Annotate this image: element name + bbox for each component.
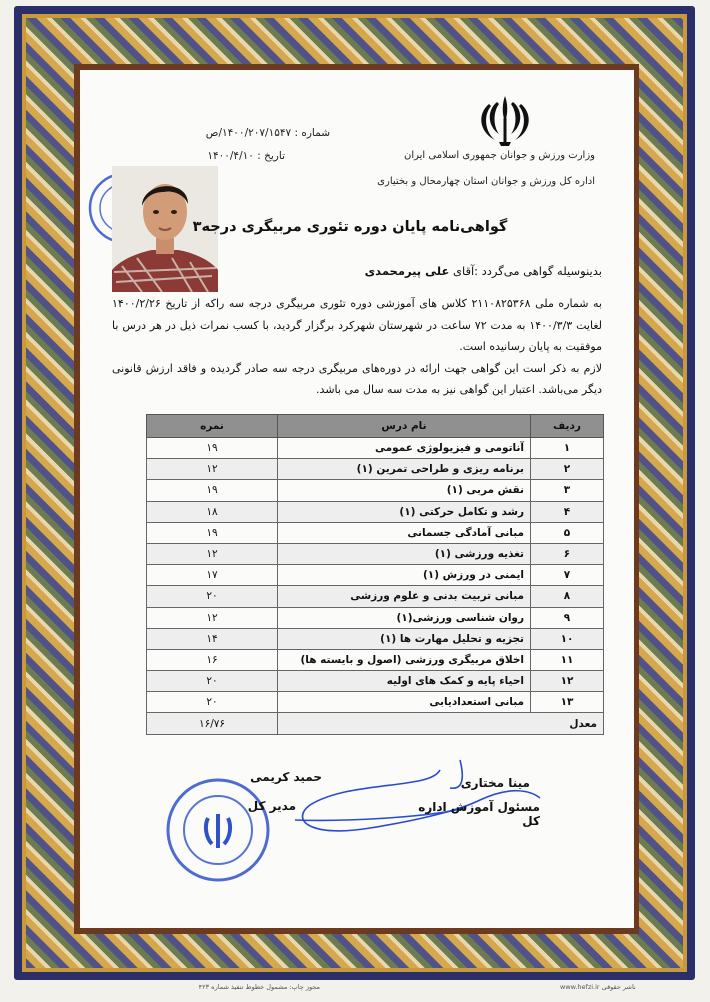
body-paragraph-2: لازم به ذکر است این گواهی جهت ارائه در دوره‌های مربیگری درجه سه صادر گردیده و فاقد ارزش قانونی دیگر می‌باشد. اعتبار این گواهی نیز به مدت سه سال می باشد. [112,361,602,396]
course-name: ایمنی در ورزش (۱) [278,565,531,586]
print-license-note: مجوز چاپ: مشمول خطوط تنفیذ شماره ۴۲۳ [198,983,320,991]
course-name: برنامه ریزی و طراحی تمرین (۱) [278,459,531,480]
row-number: ۱ [531,438,604,459]
header-row-number: ردیف [531,415,604,438]
signatory-name: مینا مختاری [460,776,530,790]
table-row [147,649,604,670]
row-number: ۹ [531,607,604,628]
course-name: مبانی تربیت بدنی و علوم ورزشی [278,586,531,607]
course-score: ۱۴ [147,628,278,649]
grades-table [146,414,604,735]
row-number: ۷ [531,565,604,586]
director-name: حمید کریمی [250,770,322,784]
signatory-title: مسئول آموزش اداره کل [418,800,540,828]
table-row [147,628,604,649]
official-stamp-icon [160,768,280,888]
course-score: ۱۷ [147,565,278,586]
table-row [147,438,604,459]
course-score: ۲۰ [147,586,278,607]
row-number: ۱۲ [531,671,604,692]
table-row [147,692,604,713]
course-score: ۱۲ [147,543,278,564]
course-name: مبانی آمادگی جسمانی [278,522,531,543]
course-name: نقش مربی (۱) [278,480,531,501]
intro-text: بدینوسیله گواهی می‌گردد :آقای [452,264,602,278]
course-name: اخلاق مربیگری ورزشی (اصول و بایسته ها) [278,649,531,670]
letter-date: تاریخ : ۱۴۰۰/۴/۱۰ [207,150,285,162]
row-number: ۸ [531,586,604,607]
header-course-name: نام درس [278,415,531,438]
recipient-name: علی پیرمحمدی [364,264,450,278]
table-row [147,607,604,628]
course-name: تغذیه ورزشی (۱) [278,543,531,564]
course-name: احیاء پایه و کمک های اولیه [278,671,531,692]
table-row [147,501,604,522]
course-score: ۱۹ [147,480,278,501]
iran-emblem-icon [475,92,535,148]
publisher-website: www.hefzi.ir ناشر حقوقی [560,983,636,991]
course-name: آناتومی و فیزیولوژی عمومی [278,438,531,459]
course-score: ۱۹ [147,522,278,543]
row-number: ۱۳ [531,692,604,713]
table-row [147,543,604,564]
letter-number: شماره : ۱۴۰۰/۲۰۷/۱۵۴۷/ص [205,127,330,139]
course-name: رشد و تکامل حرکتی (۱) [278,501,531,522]
course-score: ۱۹ [147,438,278,459]
table-row [147,586,604,607]
average-label: معدل [278,713,604,734]
course-name: روان شناسی ورزشی(۱) [278,607,531,628]
course-score: ۱۶ [147,649,278,670]
header-score: نمره [147,415,278,438]
table-row [147,480,604,501]
grades-table-header [147,415,604,438]
row-number: ۴ [531,501,604,522]
row-number: ۶ [531,543,604,564]
body-paragraph-1: به شماره ملی ۲۱۱۰۸۲۵۳۶۸ کلاس های آموزشی دوره تئوری مربیگری درجه سه راکه از تاریخ ۱۴۰۰/۲/۲۶ لغایت ۱۴۰۰/۳/۳ به مدت ۷۲ ساعت در شهرستان شهرکرد برگزار گردید، با کسب نمرات ذیل در هر درس با موفقیت به پایان رسانیده است. [112,297,602,353]
average-value: ۱۶/۷۶ [147,713,278,734]
provincial-office-name: اداره کل ورزش و جوانان استان چهارمحال و بختیاری [377,176,595,187]
course-name: مبانی استعدادیابی [278,692,531,713]
table-row [147,522,604,543]
average-row [147,713,604,734]
certificate-body [112,293,602,401]
row-number: ۱۱ [531,649,604,670]
director-title: مدیر کل [247,799,296,813]
table-row [147,459,604,480]
course-score: ۲۰ [147,671,278,692]
table-row [147,671,604,692]
course-score: ۱۲ [147,459,278,480]
certificate-title: گواهی‌نامه پایان دوره تئوری مربیگری درجه۳ [192,219,508,235]
course-score: ۱۸ [147,501,278,522]
row-number: ۳ [531,480,604,501]
row-number: ۵ [531,522,604,543]
row-number: ۲ [531,459,604,480]
ministry-name: وزارت ورزش و جوانان جمهوری اسلامی ایران [404,150,595,161]
course-name: تجزیه و تحلیل مهارت ها (۱) [278,628,531,649]
course-score: ۱۲ [147,607,278,628]
certification-intro [112,264,602,278]
course-score: ۲۰ [147,692,278,713]
table-row [147,565,604,586]
row-number: ۱۰ [531,628,604,649]
